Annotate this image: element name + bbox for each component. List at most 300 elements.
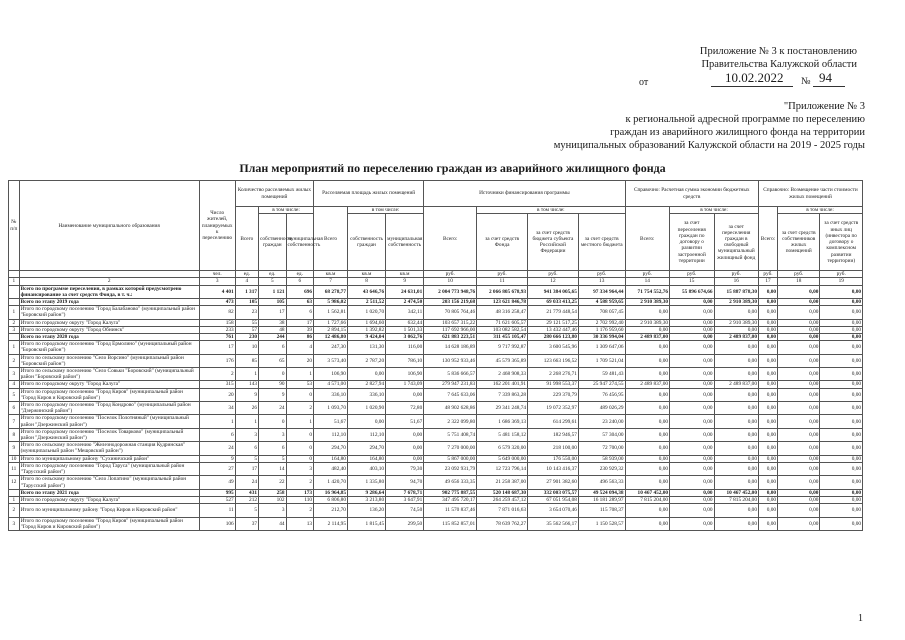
value-cell: 0,00	[778, 428, 820, 441]
value-cell: 25 947 274,55	[578, 381, 625, 388]
value-cell: 70 805 764,46	[424, 306, 477, 319]
value-cell: 12 486,80	[314, 334, 348, 341]
column-index-cell: 1	[9, 278, 20, 285]
value-cell: 0	[259, 368, 287, 381]
value-cell: 143	[235, 381, 258, 388]
value-cell: 0,00	[778, 402, 820, 415]
municipality-name: Итого по сельскому поселению "Село Совьки "Боровский" (муниципальный район "Боровский район")	[19, 368, 199, 381]
value-cell: 38	[259, 319, 287, 326]
value-cell: 0,00	[714, 326, 758, 333]
value-cell: 0,00	[714, 402, 758, 415]
value-cell: 489 026,29	[578, 402, 625, 415]
value-cell: 0,00	[778, 455, 820, 462]
value-cell: 67 051 954,08	[528, 496, 579, 503]
value-cell: 72,80	[386, 402, 424, 415]
value-cell: 123 663 196,52	[528, 354, 579, 367]
municipality-name: Итого по городскому округу "Город Калуга"	[19, 381, 199, 388]
value-cell: 0,00	[758, 455, 777, 462]
value-cell: 3	[259, 504, 287, 517]
value-cell: 2 910 389,30	[714, 319, 758, 326]
value-cell: 0,00	[625, 388, 669, 401]
value-cell: 0,00	[758, 496, 777, 503]
value-cell: 0,00	[778, 285, 820, 298]
municipality-name: Итого по городскому поселению "Город Таруса" (муниципальный район "Тарусский район")	[19, 462, 199, 475]
value-cell: 527	[199, 496, 235, 503]
row-number: 1	[9, 496, 20, 503]
value-cell: 708 057,45	[578, 306, 625, 319]
value-cell: 0,00	[625, 402, 669, 415]
th-funding-incl: в том числе:	[477, 207, 625, 214]
value-cell: 105	[235, 299, 258, 306]
value-cell: 0,00	[758, 388, 777, 401]
municipality-name: Итого по городскому поселению "Поселок Полотняный" (муниципальный район "Дзержинский район")	[19, 415, 199, 428]
value-cell: 0,00	[820, 415, 863, 428]
value-cell: 1 317	[235, 285, 258, 298]
value-cell: 0,00	[820, 381, 863, 388]
value-cell: 110	[286, 496, 314, 503]
th-no: № п/п	[9, 181, 20, 271]
value-cell: 2 066 805 678,93	[477, 285, 528, 298]
value-cell: 164,80	[347, 455, 385, 462]
value-cell: 2 114,95	[314, 517, 348, 530]
value-cell: 1 121	[259, 285, 287, 298]
value-cell: 0,00	[778, 334, 820, 341]
document-number: 94	[819, 70, 832, 85]
value-cell: 24	[259, 402, 287, 415]
value-cell: 26	[235, 402, 258, 415]
value-cell: 48 316 258,47	[477, 306, 528, 319]
value-cell: 72 700,00	[578, 442, 625, 455]
value-cell: 0,00	[778, 476, 820, 489]
value-cell: 1 420,70	[314, 476, 348, 489]
value-cell: 0,00	[820, 319, 863, 326]
value-cell: 761	[199, 334, 235, 341]
table-row	[9, 489, 863, 496]
column-index-cell: 14	[625, 278, 669, 285]
column-index-cell: 8	[347, 278, 385, 285]
value-cell: 19 072 352,97	[528, 402, 579, 415]
table-row	[9, 517, 863, 530]
value-cell: 97 334 964,44	[578, 285, 625, 298]
th-group-area: Расселяемая площадь жилых помещений	[314, 181, 424, 207]
value-cell: 44	[259, 517, 287, 530]
table-row	[9, 285, 863, 298]
value-cell: 0,00	[758, 462, 777, 475]
value-cell: 0,00	[758, 354, 777, 367]
value-cell: 7 815 204,00	[714, 496, 758, 503]
appendix-line: Приложение № 3 к постановлению	[699, 46, 857, 57]
value-cell: 0,00	[625, 517, 669, 530]
value-cell: 294,70	[347, 442, 385, 455]
ref-line-3: граждан из аварийного жилищного фонда на территории	[610, 127, 865, 138]
value-cell: 2 894,15	[314, 326, 348, 333]
value-cell: 0,00	[820, 428, 863, 441]
column-index-cell: 7	[314, 278, 348, 285]
value-cell: 212,70	[314, 504, 348, 517]
value-cell: 0,00	[778, 517, 820, 530]
table-row	[9, 496, 863, 503]
th-residents: Число жителей, планируемых к переселению	[199, 181, 235, 271]
value-cell: 3 654 070,46	[528, 504, 579, 517]
value-cell: 0,00	[670, 455, 714, 462]
table-row	[9, 462, 863, 475]
value-cell: 0,00	[625, 306, 669, 319]
value-cell: 332 003 075,57	[528, 489, 579, 496]
value-cell: 0,00	[670, 299, 714, 306]
value-cell: 39	[286, 326, 314, 333]
document-date: 10.02.2022	[725, 70, 784, 85]
table-row	[9, 341, 863, 354]
value-cell: 1 815,45	[347, 517, 385, 530]
value-cell: 0,00	[714, 341, 758, 354]
value-cell: 17	[259, 306, 287, 319]
row-number: 12	[9, 476, 20, 489]
value-cell: 1 694,60	[347, 319, 385, 326]
unit-cell: руб.	[820, 271, 863, 278]
value-cell: 2 489 837,00	[625, 381, 669, 388]
value-cell: 45 579 365,89	[477, 354, 528, 367]
value-cell: 0,00	[758, 428, 777, 441]
value-cell: 1 686 369,13	[477, 415, 528, 428]
value-cell: 0,00	[820, 504, 863, 517]
row-number: 1	[9, 306, 20, 319]
value-cell: 0,00	[670, 415, 714, 428]
column-index-cell: 5	[259, 278, 287, 285]
value-cell: 7 678,71	[386, 489, 424, 496]
value-cell: 2	[286, 402, 314, 415]
value-cell: 53	[286, 381, 314, 388]
column-index-cell: 12	[528, 278, 579, 285]
value-cell: 995	[199, 489, 235, 496]
value-cell: 1 562,81	[314, 306, 348, 319]
value-cell: 158	[199, 319, 235, 326]
table-body	[9, 285, 863, 530]
value-cell: 0,00	[820, 334, 863, 341]
value-cell: 63	[286, 299, 314, 306]
value-cell: 94,70	[386, 476, 424, 489]
value-cell: 1	[235, 415, 258, 428]
row-number: 3	[9, 517, 20, 530]
value-cell: 0,00	[714, 455, 758, 462]
th-municipality: Наименование муниципального образования	[19, 181, 199, 271]
value-cell: 0,00	[820, 368, 863, 381]
row-number: 11	[9, 462, 20, 475]
column-index-cell: 6	[286, 278, 314, 285]
number-prefix: №	[801, 76, 811, 87]
document-title: План мероприятий по переселению граждан из аварийного жилищного фонда	[239, 161, 666, 175]
value-cell: 5 836 666,57	[424, 368, 477, 381]
government-line: Правительства Калужской области	[701, 59, 857, 70]
value-cell: 0	[286, 388, 314, 401]
table-row	[9, 415, 863, 428]
row-number: 9	[9, 442, 20, 455]
value-cell: 902 775 887,55	[424, 489, 477, 496]
value-cell: 5 751 408,74	[424, 428, 477, 441]
value-cell: 336,10	[314, 388, 348, 401]
value-cell: 0,00	[670, 442, 714, 455]
table-row	[9, 381, 863, 388]
value-cell: 86	[286, 334, 314, 341]
value-cell: 1	[235, 368, 258, 381]
value-cell: 3 573,40	[314, 354, 348, 367]
value-cell: 10 467 452,00	[625, 489, 669, 496]
value-cell: 0,00	[625, 428, 669, 441]
value-cell: 0,00	[778, 462, 820, 475]
table-row	[9, 299, 863, 306]
value-cell: 0,00	[347, 368, 385, 381]
value-cell: 117 692 966,00	[424, 326, 477, 333]
value-cell: 182 946,57	[528, 428, 579, 441]
row-number: 2	[9, 319, 20, 326]
unit-cell	[9, 271, 20, 278]
value-cell: 12 723 796,14	[477, 462, 528, 475]
unit-cell: ед.	[259, 271, 287, 278]
value-cell: 115 852 857,01	[424, 517, 477, 530]
value-cell: 10 467 452,00	[714, 489, 758, 496]
value-cell: 0,00	[714, 517, 758, 530]
unit-cell: руб.	[477, 271, 528, 278]
value-cell: 230	[235, 334, 258, 341]
value-cell: 299,50	[386, 517, 424, 530]
value-cell: 7 270 000,00	[424, 442, 477, 455]
value-cell: 2 827,94	[347, 381, 385, 388]
municipality-name: Итого по городскому поселению "Город Киров" (муниципальный район "Город Киров и Кировский район")	[19, 388, 199, 401]
table-row	[9, 388, 863, 401]
value-cell: 49 656 333,35	[424, 476, 477, 489]
municipality-name: Итого по сельскому поселению "Село Ворсино" (муниципальный район "Боровский район")	[19, 354, 199, 367]
value-cell: 0,00	[778, 341, 820, 354]
value-cell: 0,00	[758, 402, 777, 415]
value-cell: 0,00	[625, 368, 669, 381]
municipality-name: Итого по городскому округу "Город Обнинск"	[19, 326, 199, 333]
value-cell: 941 384 005,65	[528, 285, 579, 298]
unit-cell: ед.	[235, 271, 258, 278]
value-cell: 614 299,61	[528, 415, 579, 428]
value-cell: 24	[199, 442, 235, 455]
th-local-budget: за счет средств местного бюджета	[578, 214, 625, 271]
row-number: 7	[9, 415, 20, 428]
value-cell: 112,10	[347, 428, 385, 441]
value-cell: 0,00	[625, 326, 669, 333]
row-number	[9, 334, 20, 341]
value-cell: 0,00	[758, 306, 777, 319]
value-cell: 2 910 389,30	[625, 319, 669, 326]
value-cell: 15 887 878,30	[714, 285, 758, 298]
value-cell: 0,00	[670, 381, 714, 388]
value-cell: 0,00	[625, 476, 669, 489]
value-cell: 9	[235, 388, 258, 401]
value-cell: 105	[259, 299, 287, 306]
municipality-name: Итого по городскому округу "Город Калуга"	[19, 496, 199, 503]
value-cell: 0	[286, 428, 314, 441]
value-cell: 336,10	[347, 388, 385, 401]
value-cell: 51,67	[314, 415, 348, 428]
th-subject-budget: за счет средств бюджета субъекта Российской Федерации	[528, 214, 579, 271]
value-cell: 0,00	[758, 415, 777, 428]
value-cell: 3 213,80	[347, 496, 385, 503]
value-cell: 6	[259, 341, 287, 354]
value-cell: 0,00	[625, 504, 669, 517]
row-number: 5	[9, 388, 20, 401]
value-cell: 164,80	[314, 455, 348, 462]
value-cell: 0,00	[758, 381, 777, 388]
value-cell: 1 335,80	[347, 476, 385, 489]
value-cell: 6	[199, 428, 235, 441]
value-cell: 176	[199, 354, 235, 367]
value-cell: 2	[286, 476, 314, 489]
table-row	[9, 455, 863, 462]
value-cell: 0,00	[778, 299, 820, 306]
value-cell: 3 647,91	[386, 496, 424, 503]
value-cell: 1 309 647,06	[578, 341, 625, 354]
table-row	[9, 354, 863, 367]
value-cell: 0,00	[758, 489, 777, 496]
value-cell: 0	[259, 415, 287, 428]
value-cell: 0,00	[778, 368, 820, 381]
value-cell: 0,00	[625, 442, 669, 455]
value-cell: 247,30	[314, 341, 348, 354]
value-cell: 6	[235, 442, 258, 455]
value-cell: 4	[286, 341, 314, 354]
row-number	[9, 285, 20, 298]
municipality-name: Итого по сельскому поселению "Железнодорожная станция Кудринская" (муниципальный район "Мещовский район")	[19, 442, 199, 455]
value-cell: 4 571,00	[314, 381, 348, 388]
value-cell: 0,00	[778, 496, 820, 503]
value-cell: 258	[259, 489, 287, 496]
value-cell: 0,00	[625, 415, 669, 428]
value-cell: 115 708,37	[578, 504, 625, 517]
table-row	[9, 319, 863, 326]
row-number	[9, 299, 20, 306]
table-row	[9, 402, 863, 415]
value-cell: 21 258 387,00	[477, 476, 528, 489]
value-cell: 106,90	[314, 368, 348, 381]
value-cell: 0,00	[778, 381, 820, 388]
value-cell: 0,00	[820, 442, 863, 455]
value-cell: 621 883 223,51	[424, 334, 477, 341]
value-cell: 218 100,00	[528, 442, 579, 455]
value-cell: 65	[259, 354, 287, 367]
value-cell: 69 033 413,25	[528, 299, 579, 306]
value-cell: 5	[235, 455, 258, 462]
th-area-incl: в том числе:	[347, 207, 423, 214]
value-cell: 116,00	[386, 341, 424, 354]
row-number: 4	[9, 381, 20, 388]
value-cell: 0,00	[758, 517, 777, 530]
value-cell: 0,00	[714, 462, 758, 475]
value-cell: 123 621 846,78	[477, 299, 528, 306]
value-cell: 294,70	[314, 442, 348, 455]
value-cell: 1 501,33	[386, 326, 424, 333]
value-cell: 0,00	[670, 496, 714, 503]
value-cell: 212	[235, 496, 258, 503]
value-cell: 1 020,70	[347, 306, 385, 319]
value-cell: 20	[286, 354, 314, 367]
value-cell: 2 787,20	[347, 354, 385, 367]
value-cell: 0,00	[820, 354, 863, 367]
column-index-cell: 16	[714, 278, 758, 285]
value-cell: 23 240,00	[578, 415, 625, 428]
column-index-cell: 11	[477, 278, 528, 285]
value-cell: 130 952 933,46	[424, 354, 477, 367]
date-prefix: от	[639, 77, 649, 88]
value-cell: 27	[199, 462, 235, 475]
column-index-cell: 4	[235, 278, 258, 285]
value-cell: 58 939,00	[578, 455, 625, 462]
value-cell: 106,90	[386, 368, 424, 381]
value-cell: 91 998 553,37	[528, 381, 579, 388]
value-cell: 5 481 158,12	[477, 428, 528, 441]
value-cell: 0,00	[758, 368, 777, 381]
municipality-name: Всего по этапу 2020 года	[19, 334, 199, 341]
table-row	[9, 504, 863, 517]
column-index-cell: 19	[820, 278, 863, 285]
value-cell: 0,00	[714, 442, 758, 455]
value-cell: 9 717 992,87	[477, 341, 528, 354]
th-refund-a: за счет средств собственников жилых помещений	[778, 214, 820, 271]
value-cell: 1 727,66	[314, 319, 348, 326]
value-cell: 43 646,76	[347, 285, 385, 298]
unit-cell: руб.	[778, 271, 820, 278]
value-cell: 311 455 105,47	[477, 334, 528, 341]
municipality-name: Итого по городскому поселению "Город Балабаново" (муниципальный район "Боровский район")	[19, 306, 199, 319]
unit-cell: руб.	[714, 271, 758, 278]
column-index-cell: 18	[778, 278, 820, 285]
value-cell: 6 579 320,00	[477, 442, 528, 455]
value-cell: 173	[286, 489, 314, 496]
value-cell: 0,00	[386, 428, 424, 441]
value-cell: 27 901 382,60	[528, 476, 579, 489]
value-cell: 3	[235, 428, 258, 441]
value-cell: 0,00	[670, 489, 714, 496]
value-cell: 7 645 633,06	[424, 388, 477, 401]
row-number: 2	[9, 504, 20, 517]
row-number: 10	[9, 455, 20, 462]
value-cell: 0,00	[778, 489, 820, 496]
unit-cell: ед.	[286, 271, 314, 278]
municipality-name: Итого по муниципальному району "Сухиничский район"	[19, 455, 199, 462]
municipality-name: Всего по этапу 2021 года	[19, 489, 199, 496]
value-cell: 0	[286, 455, 314, 462]
unit-cell: кв.м	[314, 271, 348, 278]
value-cell: 176 550,00	[528, 455, 579, 462]
th-refund-incl: в том числе:	[778, 207, 863, 214]
value-cell: 1 150 528,57	[578, 517, 625, 530]
value-cell: 315	[199, 381, 235, 388]
value-cell: 131,30	[347, 341, 385, 354]
column-index-cell: 15	[670, 278, 714, 285]
th-group-funding: Источники финансирования программы	[424, 181, 625, 207]
value-cell: 0,00	[670, 476, 714, 489]
column-index-cell: 13	[578, 278, 625, 285]
value-cell: 82	[199, 306, 235, 319]
value-cell: 0,00	[778, 388, 820, 401]
municipality-name: Итого по городскому поселению "Город Ермолино" (муниципальный район "Боровский район")	[19, 341, 199, 354]
unit-cell: руб.	[528, 271, 579, 278]
value-cell: 48 902 628,86	[424, 402, 477, 415]
value-cell: 632,44	[386, 319, 424, 326]
unit-cell: руб.	[670, 271, 714, 278]
value-cell: 229 370,79	[528, 388, 579, 401]
table-row	[9, 334, 863, 341]
unit-cell: руб.	[578, 271, 625, 278]
row-number: 8	[9, 428, 20, 441]
value-cell: 0,00	[758, 334, 777, 341]
value-cell: 0,00	[714, 306, 758, 319]
value-cell: 4 588 959,65	[578, 299, 625, 306]
table-row	[9, 306, 863, 319]
value-cell: 103 082 582,54	[477, 326, 528, 333]
